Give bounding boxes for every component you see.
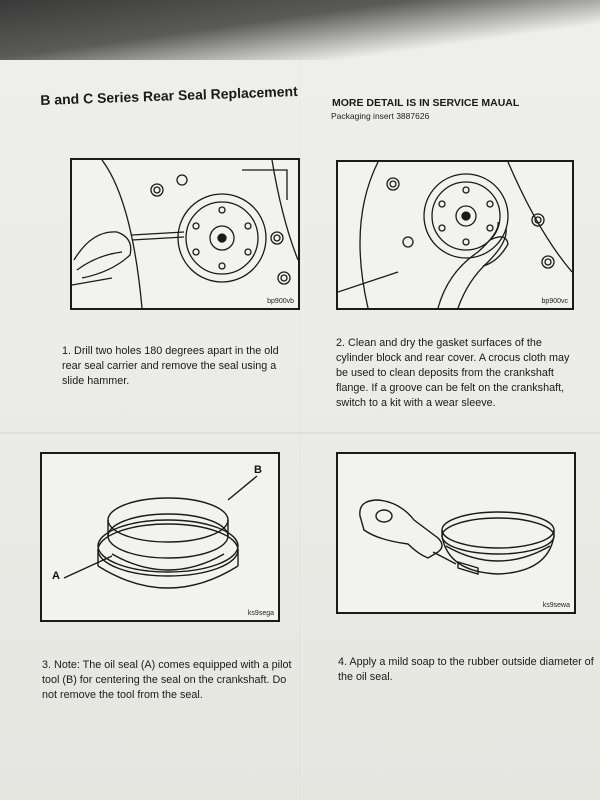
paper-fold-horizontal (0, 432, 600, 434)
figure-clean-gasket (336, 160, 574, 310)
packaging-insert-number: Packaging insert 3887626 (331, 111, 430, 121)
figure-code: bp900vb (267, 298, 294, 305)
figure-drill-seal-carrier (70, 158, 300, 310)
step-3 (42, 658, 300, 703)
step-number: 2. (336, 337, 346, 349)
step-4 (338, 655, 598, 685)
background-edge (0, 0, 600, 60)
step-text: Clean and dry the gasket surfaces of the cylinder block and rear cover. A crocus cloth may be used to clean deposits from the crankshaft flange. If a groove can be felt on the crankshaft, switch to a kit with a wear sleeve. (336, 337, 570, 409)
cleaning-illustration (338, 162, 572, 308)
oil-seal-illustration (42, 454, 278, 620)
label-pilot-tool: B (254, 464, 262, 476)
step-number: 1. (62, 345, 72, 357)
label-oil-seal: A (52, 570, 60, 582)
figure-apply-soap (336, 452, 576, 614)
figure-code: ks9sewa (542, 602, 570, 609)
figure-code: ks9sega (247, 610, 274, 617)
step-1 (62, 344, 300, 389)
drill-illustration (72, 160, 298, 308)
step-number: 4. (338, 656, 348, 668)
paper-fold-vertical (300, 60, 302, 800)
step-2 (336, 336, 582, 411)
service-manual-note: MORE DETAIL IS IN SERVICE MAUAL (332, 97, 520, 109)
step-text: Note: The oil seal (A) comes equipped with a pilot tool (B) for centering the seal on the crankshaft. Do not remove the tool from the seal. (42, 659, 292, 701)
step-text: Drill two holes 180 degrees apart in the old rear seal carrier and remove the seal using a slide hammer. (62, 345, 279, 387)
figure-oil-seal-pilot-tool (40, 452, 280, 622)
soap-illustration (338, 454, 574, 612)
step-text: Apply a mild soap to the rubber outside diameter of the oil seal. (338, 656, 594, 683)
step-number: 3. (42, 659, 52, 671)
document-title: B and C Series Rear Seal Replacement (40, 83, 298, 108)
figure-code: bp900vc (541, 298, 568, 305)
